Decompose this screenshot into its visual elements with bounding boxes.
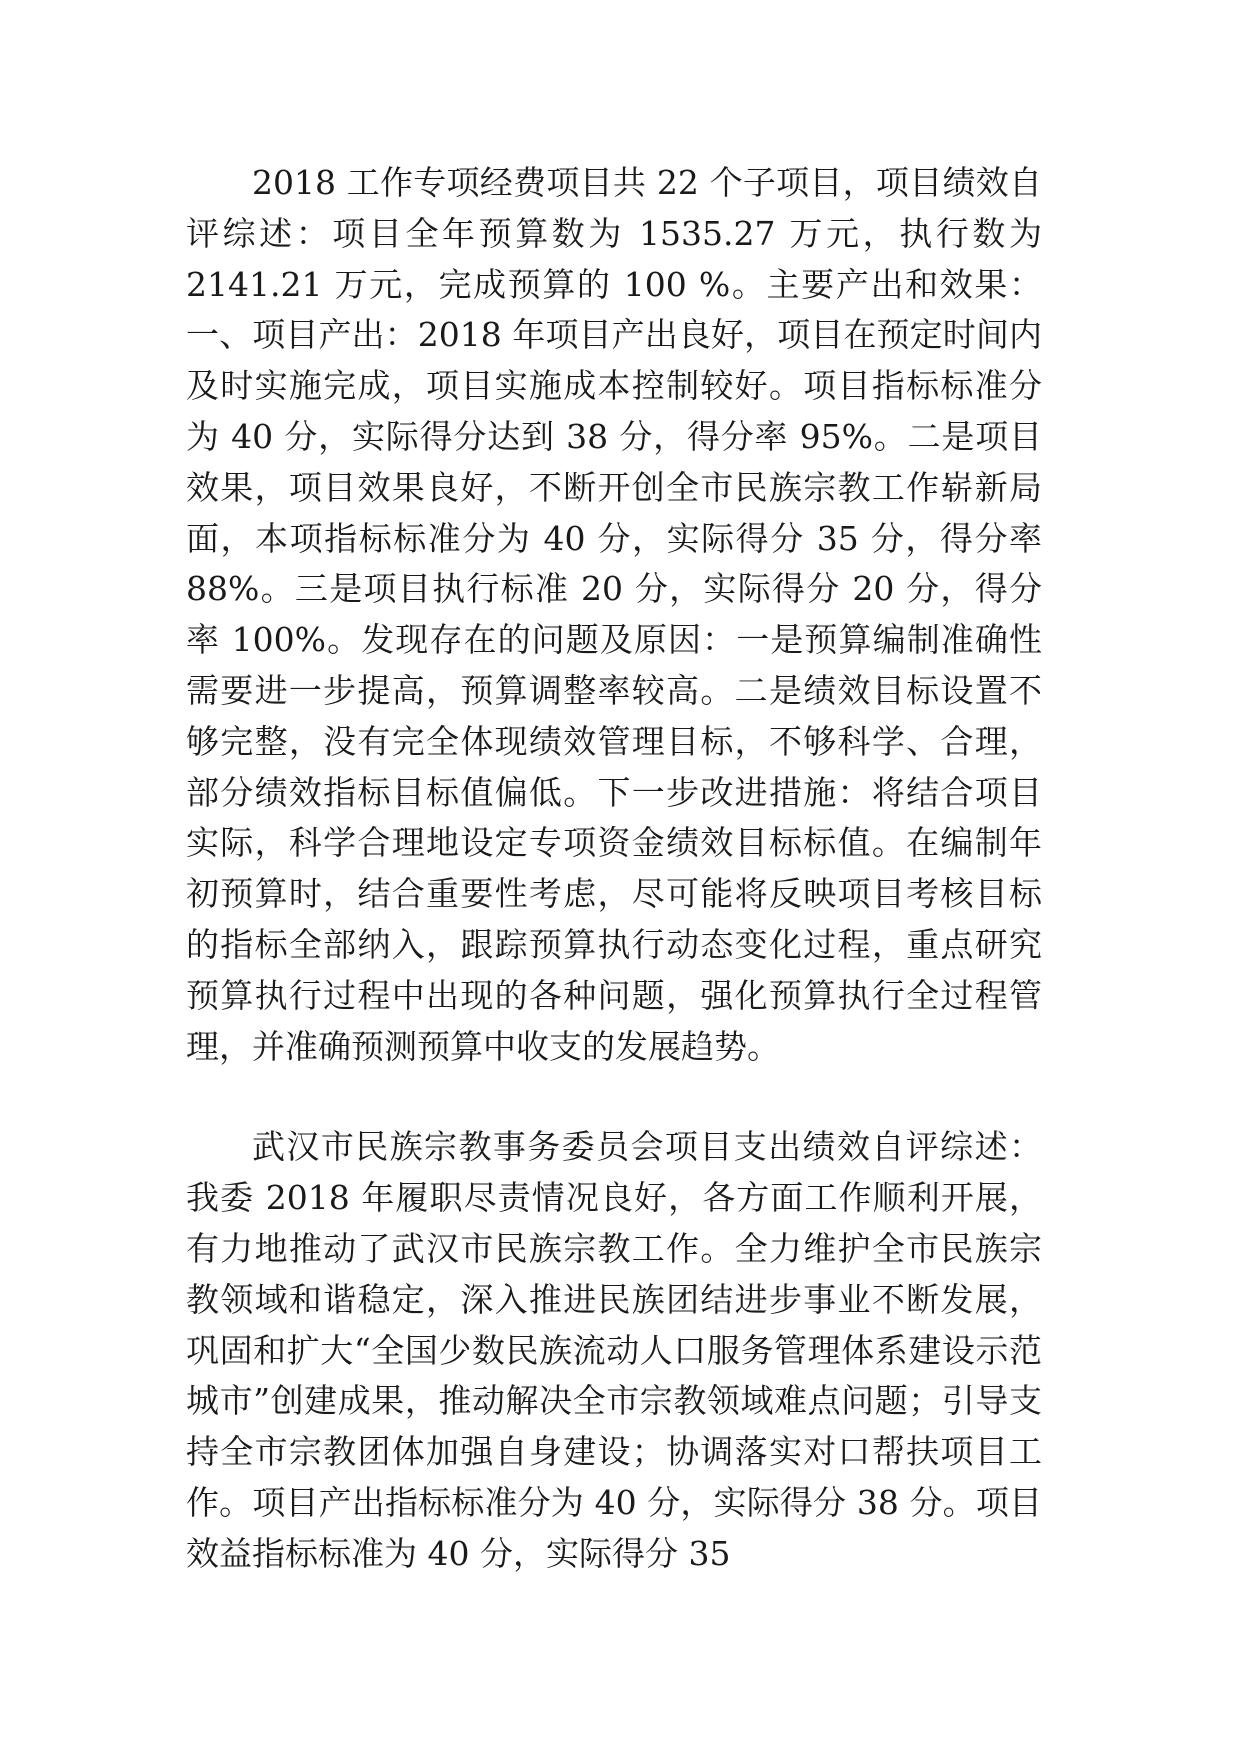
document-body [186,158,1042,1580]
paragraph-project-summary: 2018 工作专项经费项目共 22 个子项目，项目绩效自评综述：项目全年预算数为 1535.27 万元，执行数为 2141.21 万元，完成预算的 100 %。主要产出和效果：一、项目产出：2018 年项目产出良好，项目在预定时间内及时实施完成，项目实施成本控制较好。项目指标标准分为 40 分，实际得分达到 38 分，得分率 95%。二是项目效果，项目效果良好，不断开创全市民族宗教工作崭新局面，本项指标标准分为 40 分，实际得分 35 分，得分率 88%。三是项目执行标准 20 分，实际得分 20 分，得分率 100%。发现存在的问题及原因：一是预算编制准确性需要进一步提高，预算调整率较高。二是绩效目标设置不够完整，没有完全体现绩效管理目标，不够科学、合理，部分绩效指标目标值偏低。下一步改进措施：将结合项目实际，科学合理地设定专项资金绩效目标标值。在编制年初预算时，结合重要性考虑，尽可能将反映项目考核目标的指标全部纳入，跟踪预算执行动态变化过程，重点研究预算执行过程中出现的各种问题，强化预算执行全过程管理，并准确预测预算中收支的发展趋势。 [186,163,1042,1066]
paragraph-committee-summary: 武汉市民族宗教事务委员会项目支出绩效自评综述：我委 2018 年履职尽责情况良好，各方面工作顺利开展，有力地推动了武汉市民族宗教工作。全力维护全市民族宗教领域和谐稳定，深入推进民族团结进步事业不断发展，巩固和扩大“全国少数民族流动人口服务管理体系建设示范城市”创建成果，推动解决全市宗教领域难点问题；引导支持全市宗教团体加强自身建设；协调落实对口帮扶项目工作。项目产出指标标准分为 40 分，实际得分 38 分。项目效益指标标准为 40 分，实际得分 35 [186,1127,1042,1573]
